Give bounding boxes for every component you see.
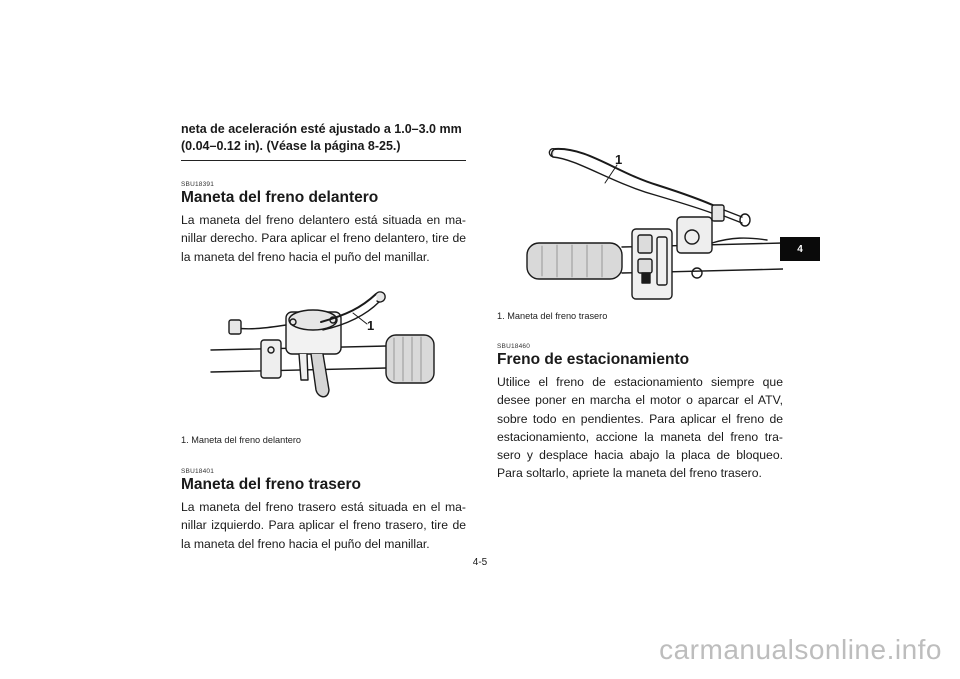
section-body: La maneta del freno trasero está situada en el ma-nillar izquierdo. Para aplicar el freno trasero, tire de la maneta del freno hacia el puño del manillar. [181, 500, 466, 551]
section-parking-brake [497, 343, 783, 483]
section-body: La maneta del freno delantero está situada en ma-nillar derecho. Para aplicar el freno delantero, tire de la maneta del freno hacia el puño del manillar. [181, 213, 466, 264]
figure-callout-number: 1 [367, 318, 375, 333]
rear-brake-lever-illustration [497, 125, 783, 305]
figure-caption: 1. Maneta del freno delantero [181, 435, 302, 445]
page-number: 4-5 [472, 557, 488, 568]
section-code: SBU18401 [181, 468, 215, 475]
watermark: carmanualsonline.info [659, 634, 942, 665]
section-code: SBU18460 [497, 343, 531, 350]
chapter-tab: 4 [780, 237, 820, 261]
figure-callout-number: 1 [615, 152, 623, 167]
section-body: Utilice el freno de estacionamiento siempre que desee poner en marcha el motor o aparcar el ATV, sobre todo en pendientes. Para aplicar el freno de estacionamiento, accione la maneta del freno tra-sero y desplace hacia abajo la placa de bloqueo. Para soltarlo, apriete la maneta del freno trasero. [497, 375, 783, 481]
section-front-brake [181, 181, 466, 266]
intro-paragraph: neta de aceleración esté ajustado a 1.0–3.0 mm (0.04–0.12 in). (Véase la página 8-25.) [181, 121, 466, 161]
section-heading: Maneta del freno delantero [181, 189, 379, 206]
section-code: SBU18391 [181, 181, 215, 188]
figure-caption: 1. Maneta del freno trasero [497, 311, 608, 321]
section-rear-brake [181, 468, 466, 553]
section-heading: Maneta del freno trasero [181, 476, 362, 493]
section-heading: Freno de estacionamiento [497, 351, 690, 368]
front-brake-lever-illustration [181, 280, 466, 430]
